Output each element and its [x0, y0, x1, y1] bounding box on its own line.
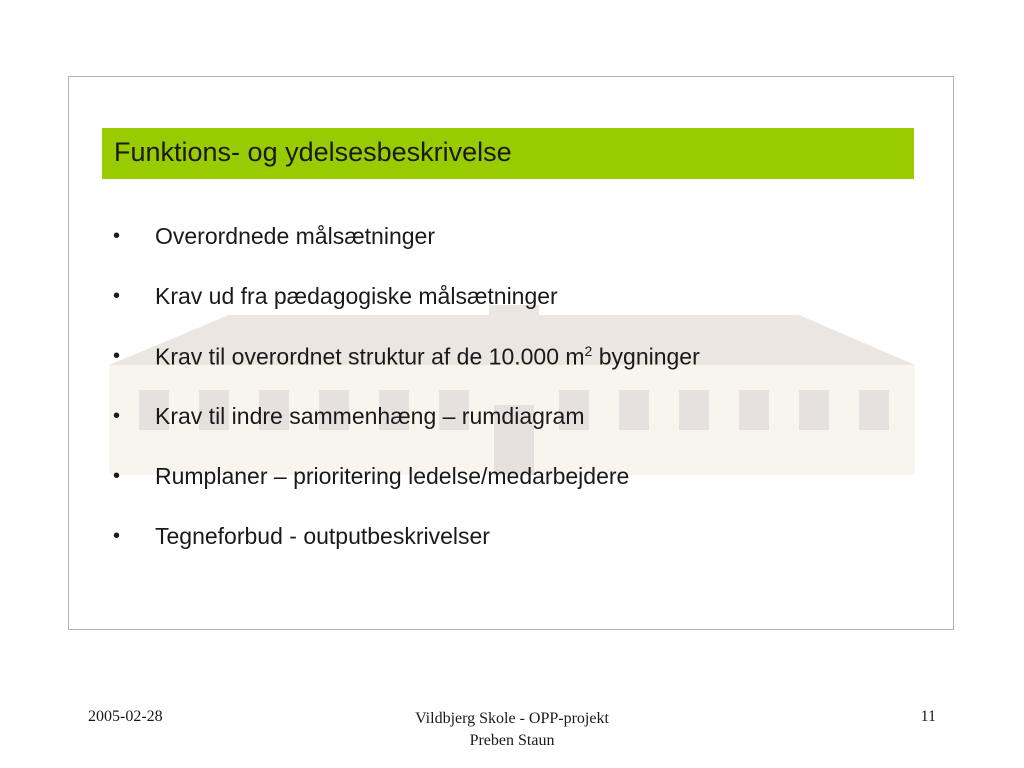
title-bar	[102, 128, 914, 179]
bullet-text: Overordnede målsætninger	[155, 223, 435, 249]
bullet-text: Rumplaner – prioritering ledelse/medarbejdere	[155, 463, 630, 489]
bullet-icon: •	[113, 225, 121, 247]
bullet-text: Krav til indre sammenhæng – rumdiagram	[155, 403, 585, 429]
footer-center	[312, 708, 712, 752]
bullet-text-before: Krav til overordnet struktur af de 10.000 m	[155, 343, 585, 370]
page-number: 11	[920, 708, 936, 725]
bullet-icon: •	[113, 345, 121, 367]
bullet-icon: •	[113, 525, 121, 547]
bullet-icon: •	[113, 405, 121, 427]
bullet-text-after: bygninger	[592, 343, 700, 370]
superscript: 2	[584, 343, 593, 359]
bullet-icon: •	[113, 465, 121, 487]
bullet-icon: •	[113, 285, 121, 307]
footer-author: Preben Staun	[469, 732, 555, 749]
footer-date: 2005-02-28	[88, 708, 163, 725]
bullet-text: Krav ud fra pædagogiske målsætninger	[155, 283, 558, 309]
school-building-watermark	[109, 305, 915, 475]
content-frame	[68, 76, 954, 630]
bullet-text	[155, 343, 700, 371]
bullet-text: Tegneforbud - outputbeskrivelser	[155, 523, 490, 549]
slide-title: Funktions- og ydelsesbeskrivelse	[114, 137, 512, 167]
footer-project: Vildbjerg Skole - OPP-projekt	[415, 710, 609, 727]
